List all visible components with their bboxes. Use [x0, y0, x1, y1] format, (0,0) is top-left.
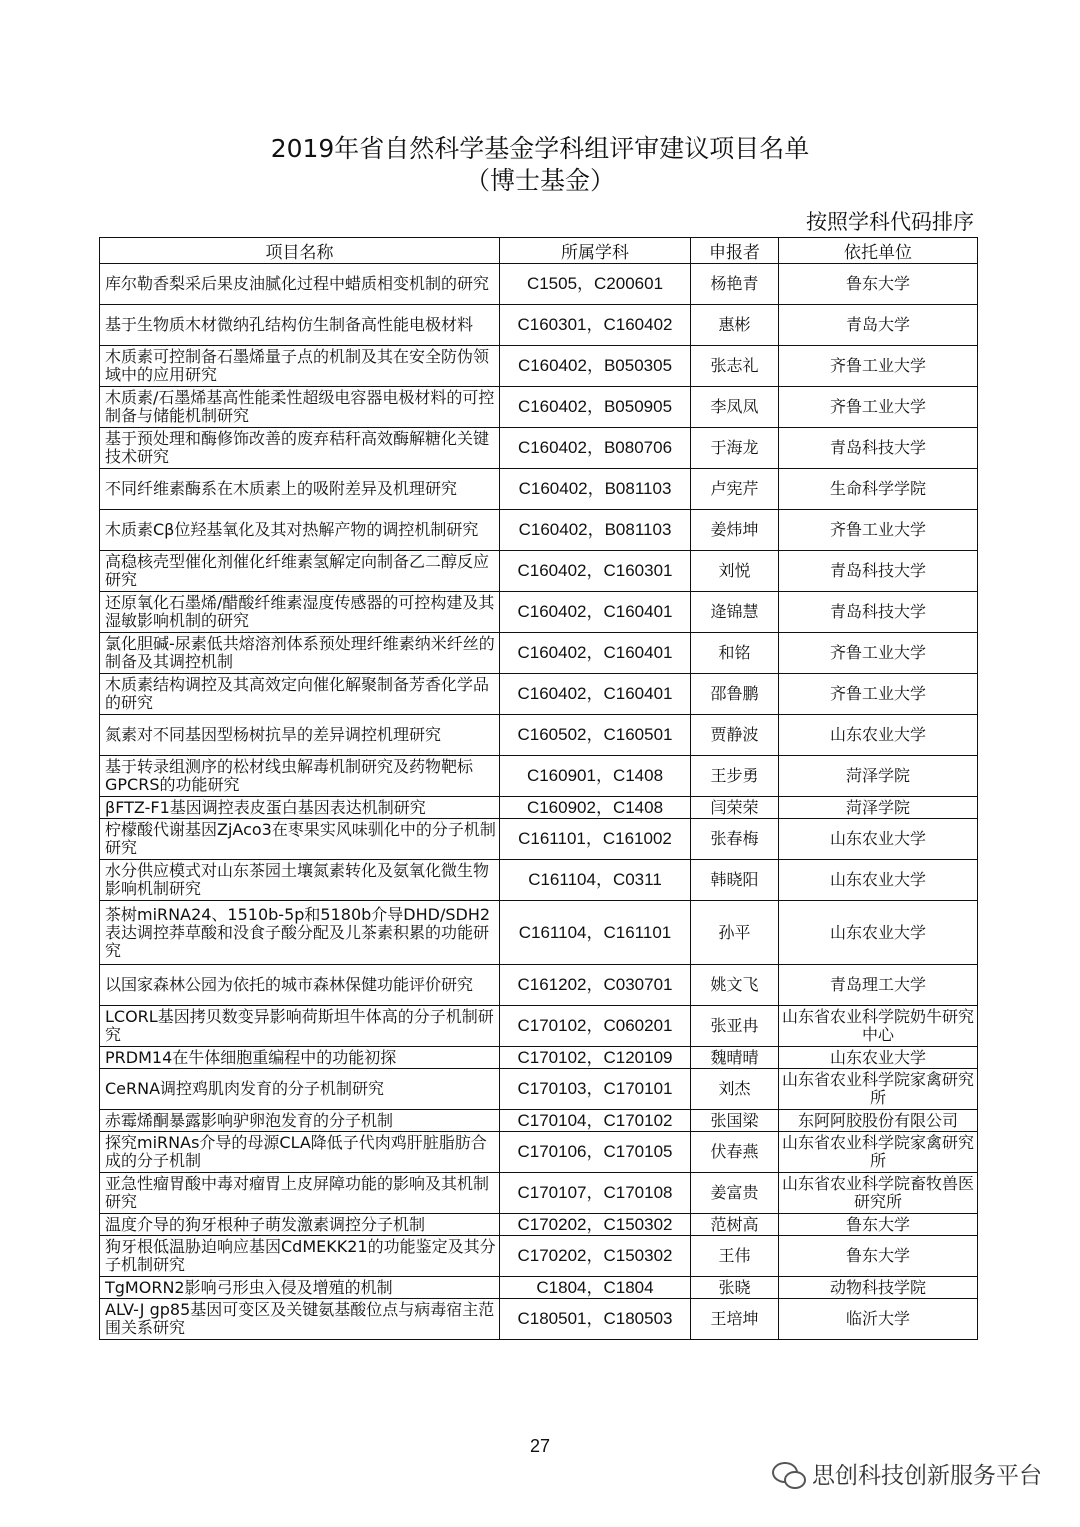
subject-code-cell: C160502，C160501	[500, 715, 691, 756]
project-name-cell: 木质素Cβ位羟基氧化及其对热解产物的调控机制研究	[100, 510, 500, 551]
applicant-cell: 孙平	[691, 901, 779, 965]
subject-code-cell: C160402，C160301	[500, 551, 691, 592]
subject-code-cell: C170202，C150302	[500, 1236, 691, 1277]
applicant-cell: 惠彬	[691, 305, 779, 346]
applicant-cell: 李凤凤	[691, 387, 779, 428]
table-row	[100, 510, 978, 551]
subject-code-cell: C160402，B080706	[500, 428, 691, 469]
document-title: 2019年省自然科学基金学科组评审建议项目名单	[270, 134, 810, 163]
subject-code-cell: C160402，B050905	[500, 387, 691, 428]
project-name-cell: 木质素结构调控及其高效定向催化解聚制备芳香化学品的研究	[100, 674, 500, 715]
applicant-cell: 张志礼	[691, 346, 779, 387]
project-name-cell: 以国家森林公园为依托的城市森林保健功能评价研究	[100, 965, 500, 1006]
applicant-cell: 张国梁	[691, 1110, 779, 1132]
column-header-applicant: 申报者	[691, 238, 779, 264]
project-name-cell: 柠檬酸代谢基因ZjAco3在枣果实风味驯化中的分子机制研究	[100, 819, 500, 860]
applicant-cell: 杨艳青	[691, 264, 779, 305]
institution-cell: 山东农业大学	[779, 715, 978, 756]
institution-cell: 青岛理工大学	[779, 965, 978, 1006]
applicant-cell: 于海龙	[691, 428, 779, 469]
document-subtitle: （博士基金）	[464, 166, 615, 195]
project-name-cell: 赤霉烯酮暴露影响驴卵泡发育的分子机制	[100, 1110, 500, 1132]
subject-code-cell: C160402，B081103	[500, 469, 691, 510]
applicant-cell: 张晓	[691, 1277, 779, 1299]
project-name-cell: ALV-J gp85基因可变区及关键氨基酸位点与病毒宿主范围关系研究	[100, 1299, 500, 1340]
institution-cell: 鲁东大学	[779, 1236, 978, 1277]
project-name-cell: 氯化胆碱-尿素低共熔溶剂体系预处理纤维素纳米纤丝的制备及其调控机制	[100, 633, 500, 674]
page-number: 27	[529, 1436, 551, 1456]
applicant-cell: 张亚冉	[691, 1006, 779, 1047]
subject-code-cell: C160901，C1408	[500, 756, 691, 797]
applicant-cell: 刘杰	[691, 1069, 779, 1110]
subject-code-cell: C160301，C160402	[500, 305, 691, 346]
subject-code-cell: C161202，C030701	[500, 965, 691, 1006]
applicant-cell: 王步勇	[691, 756, 779, 797]
table-row	[100, 1236, 978, 1277]
institution-cell: 山东省农业科学院家禽研究所	[779, 1069, 978, 1110]
table-row	[100, 901, 978, 965]
table-row	[100, 860, 978, 901]
table-body	[100, 264, 978, 1340]
project-name-cell: 木质素可控制备石墨烯量子点的机制及其在安全防伪领域中的应用研究	[100, 346, 500, 387]
project-name-cell: 氮素对不同基因型杨树抗旱的差异调控机理研究	[100, 715, 500, 756]
project-name-cell: 不同纤维素酶系在木质素上的吸附差异及机理研究	[100, 469, 500, 510]
institution-cell: 菏泽学院	[779, 756, 978, 797]
applicant-cell: 闫荣荣	[691, 797, 779, 819]
table-row	[100, 428, 978, 469]
table-row	[100, 1299, 978, 1340]
institution-cell: 山东省农业科学院家禽研究所	[779, 1132, 978, 1173]
applicant-cell: 王伟	[691, 1236, 779, 1277]
column-header-subject: 所属学科	[500, 238, 691, 264]
subject-code-cell: C1505，C200601	[500, 264, 691, 305]
project-name-cell: 基于生物质木材微纳孔结构仿生制备高性能电极材料	[100, 305, 500, 346]
subject-code-cell: C161104，C161101	[500, 901, 691, 965]
subject-code-cell: C180501，C180503	[500, 1299, 691, 1340]
applicant-cell: 魏晴晴	[691, 1047, 779, 1069]
table-row	[100, 756, 978, 797]
applicant-cell: 张春梅	[691, 819, 779, 860]
institution-cell: 山东省农业科学院奶牛研究中心	[779, 1006, 978, 1047]
institution-cell: 山东省农业科学院畜牧兽医研究所	[779, 1173, 978, 1214]
institution-cell: 青岛大学	[779, 305, 978, 346]
applicant-cell: 姜炜坤	[691, 510, 779, 551]
table-row	[100, 633, 978, 674]
institution-cell: 山东农业大学	[779, 1047, 978, 1069]
institution-cell: 齐鲁工业大学	[779, 510, 978, 551]
institution-cell: 鲁东大学	[779, 1214, 978, 1236]
table-row	[100, 1006, 978, 1047]
project-name-cell: 基于转录组测序的松材线虫解毒机制研究及药物靶标GPCRS的功能研究	[100, 756, 500, 797]
institution-cell: 生命科学学院	[779, 469, 978, 510]
applicant-cell: 伏春燕	[691, 1132, 779, 1173]
project-name-cell: 狗牙根低温胁迫响应基因CdMEKK21的功能鉴定及其分子机制研究	[100, 1236, 500, 1277]
table-row	[100, 469, 978, 510]
subject-code-cell: C170102，C060201	[500, 1006, 691, 1047]
project-name-cell: 还原氧化石墨烯/醋酸纤维素湿度传感器的可控构建及其湿敏影响机制的研究	[100, 592, 500, 633]
institution-cell: 齐鲁工业大学	[779, 633, 978, 674]
table-row	[100, 551, 978, 592]
project-name-cell: 基于预处理和酶修饰改善的废弃秸秆高效酶解糖化关键技术研究	[100, 428, 500, 469]
applicant-cell: 卢宪芹	[691, 469, 779, 510]
subject-code-cell: C160402，B081103	[500, 510, 691, 551]
project-table	[99, 237, 978, 1340]
table-row	[100, 1132, 978, 1173]
subject-code-cell: C160402，C160401	[500, 633, 691, 674]
project-name-cell: 温度介导的狗牙根种子萌发激素调控分子机制	[100, 1214, 500, 1236]
table-row	[100, 1047, 978, 1069]
applicant-cell: 贾静波	[691, 715, 779, 756]
project-name-cell: CeRNA调控鸡肌肉发育的分子机制研究	[100, 1069, 500, 1110]
subject-code-cell: C170202，C150302	[500, 1214, 691, 1236]
institution-cell: 山东农业大学	[779, 901, 978, 965]
table-header-row	[100, 238, 978, 264]
applicant-cell: 韩晓阳	[691, 860, 779, 901]
table-row	[100, 965, 978, 1006]
institution-cell: 青岛科技大学	[779, 551, 978, 592]
table-row	[100, 1214, 978, 1236]
subject-code-cell: C170107，C170108	[500, 1173, 691, 1214]
subject-code-cell: C160402，B050305	[500, 346, 691, 387]
institution-cell: 山东农业大学	[779, 860, 978, 901]
subject-code-cell: C170106，C170105	[500, 1132, 691, 1173]
institution-cell: 山东农业大学	[779, 819, 978, 860]
institution-cell: 齐鲁工业大学	[779, 387, 978, 428]
table-row	[100, 1110, 978, 1132]
project-name-cell: LCORL基因拷贝数变异影响荷斯坦牛体高的分子机制研究	[100, 1006, 500, 1047]
institution-cell: 东阿阿胶股份有限公司	[779, 1110, 978, 1132]
project-name-cell: 茶树miRNA24、1510b-5p和5180b介导DHD/SDH2表达调控莽草酸和没食子酸分配及儿茶素积累的功能研究	[100, 901, 500, 965]
footer-watermark	[772, 1457, 1042, 1490]
table-row	[100, 387, 978, 428]
table-row	[100, 346, 978, 387]
table-row	[100, 264, 978, 305]
applicant-cell: 姚文飞	[691, 965, 779, 1006]
subject-code-cell: C160902，C1408	[500, 797, 691, 819]
project-name-cell: PRDM14在牛体细胞重编程中的功能初探	[100, 1047, 500, 1069]
project-name-cell: 亚急性瘤胃酸中毒对瘤胃上皮屏障功能的影响及其机制研究	[100, 1173, 500, 1214]
institution-cell: 青岛科技大学	[779, 428, 978, 469]
subject-code-cell: C1804，C1804	[500, 1277, 691, 1299]
applicant-cell: 刘悦	[691, 551, 779, 592]
project-name-cell: 高稳核壳型催化剂催化纤维素氢解定向制备乙二醇反应研究	[100, 551, 500, 592]
applicant-cell: 王培坤	[691, 1299, 779, 1340]
applicant-cell: 邵鲁鹏	[691, 674, 779, 715]
applicant-cell: 姜富贵	[691, 1173, 779, 1214]
institution-cell: 齐鲁工业大学	[779, 346, 978, 387]
project-name-cell: 探究miRNAs介导的母源CLA降低子代肉鸡肝脏脂肪合成的分子机制	[100, 1132, 500, 1173]
institution-cell: 齐鲁工业大学	[779, 674, 978, 715]
table-row	[100, 797, 978, 819]
table-row	[100, 592, 978, 633]
table-row	[100, 819, 978, 860]
institution-cell: 青岛科技大学	[779, 592, 978, 633]
institution-cell: 鲁东大学	[779, 264, 978, 305]
project-name-cell: βFTZ-F1基因调控表皮蛋白基因表达机制研究	[100, 797, 500, 819]
table-row	[100, 715, 978, 756]
table-row	[100, 1277, 978, 1299]
project-name-cell: 木质素/石墨烯基高性能柔性超级电容器电极材料的可控制备与储能机制研究	[100, 387, 500, 428]
column-header-unit: 依托单位	[779, 238, 978, 264]
applicant-cell: 逄锦慧	[691, 592, 779, 633]
table-row	[100, 305, 978, 346]
project-name-cell: 水分供应模式对山东茶园土壤氮素转化及氨氧化微生物影响机制研究	[100, 860, 500, 901]
table-row	[100, 1173, 978, 1214]
subject-code-cell: C170104，C170102	[500, 1110, 691, 1132]
table-row	[100, 1069, 978, 1110]
sort-note: 按照学科代码排序	[806, 210, 974, 234]
project-name-cell: TgMORN2影响弓形虫入侵及增殖的机制	[100, 1277, 500, 1299]
project-name-cell: 库尔勒香梨采后果皮油腻化过程中蜡质相变机制的研究	[100, 264, 500, 305]
column-header-name: 项目名称	[100, 238, 500, 264]
institution-cell: 动物科技学院	[779, 1277, 978, 1299]
subject-code-cell: C160402，C160401	[500, 674, 691, 715]
subject-code-cell: C170103，C170101	[500, 1069, 691, 1110]
subject-code-cell: C160402，C160401	[500, 592, 691, 633]
institution-cell: 临沂大学	[779, 1299, 978, 1340]
applicant-cell: 和铭	[691, 633, 779, 674]
table-row	[100, 674, 978, 715]
subject-code-cell: C161104，C0311	[500, 860, 691, 901]
applicant-cell: 范树高	[691, 1214, 779, 1236]
institution-cell: 菏泽学院	[779, 797, 978, 819]
subject-code-cell: C161101，C161002	[500, 819, 691, 860]
subject-code-cell: C170102，C120109	[500, 1047, 691, 1069]
footer-text: 思创科技创新服务平台	[812, 1463, 1042, 1489]
wechat-icon	[772, 1460, 806, 1488]
